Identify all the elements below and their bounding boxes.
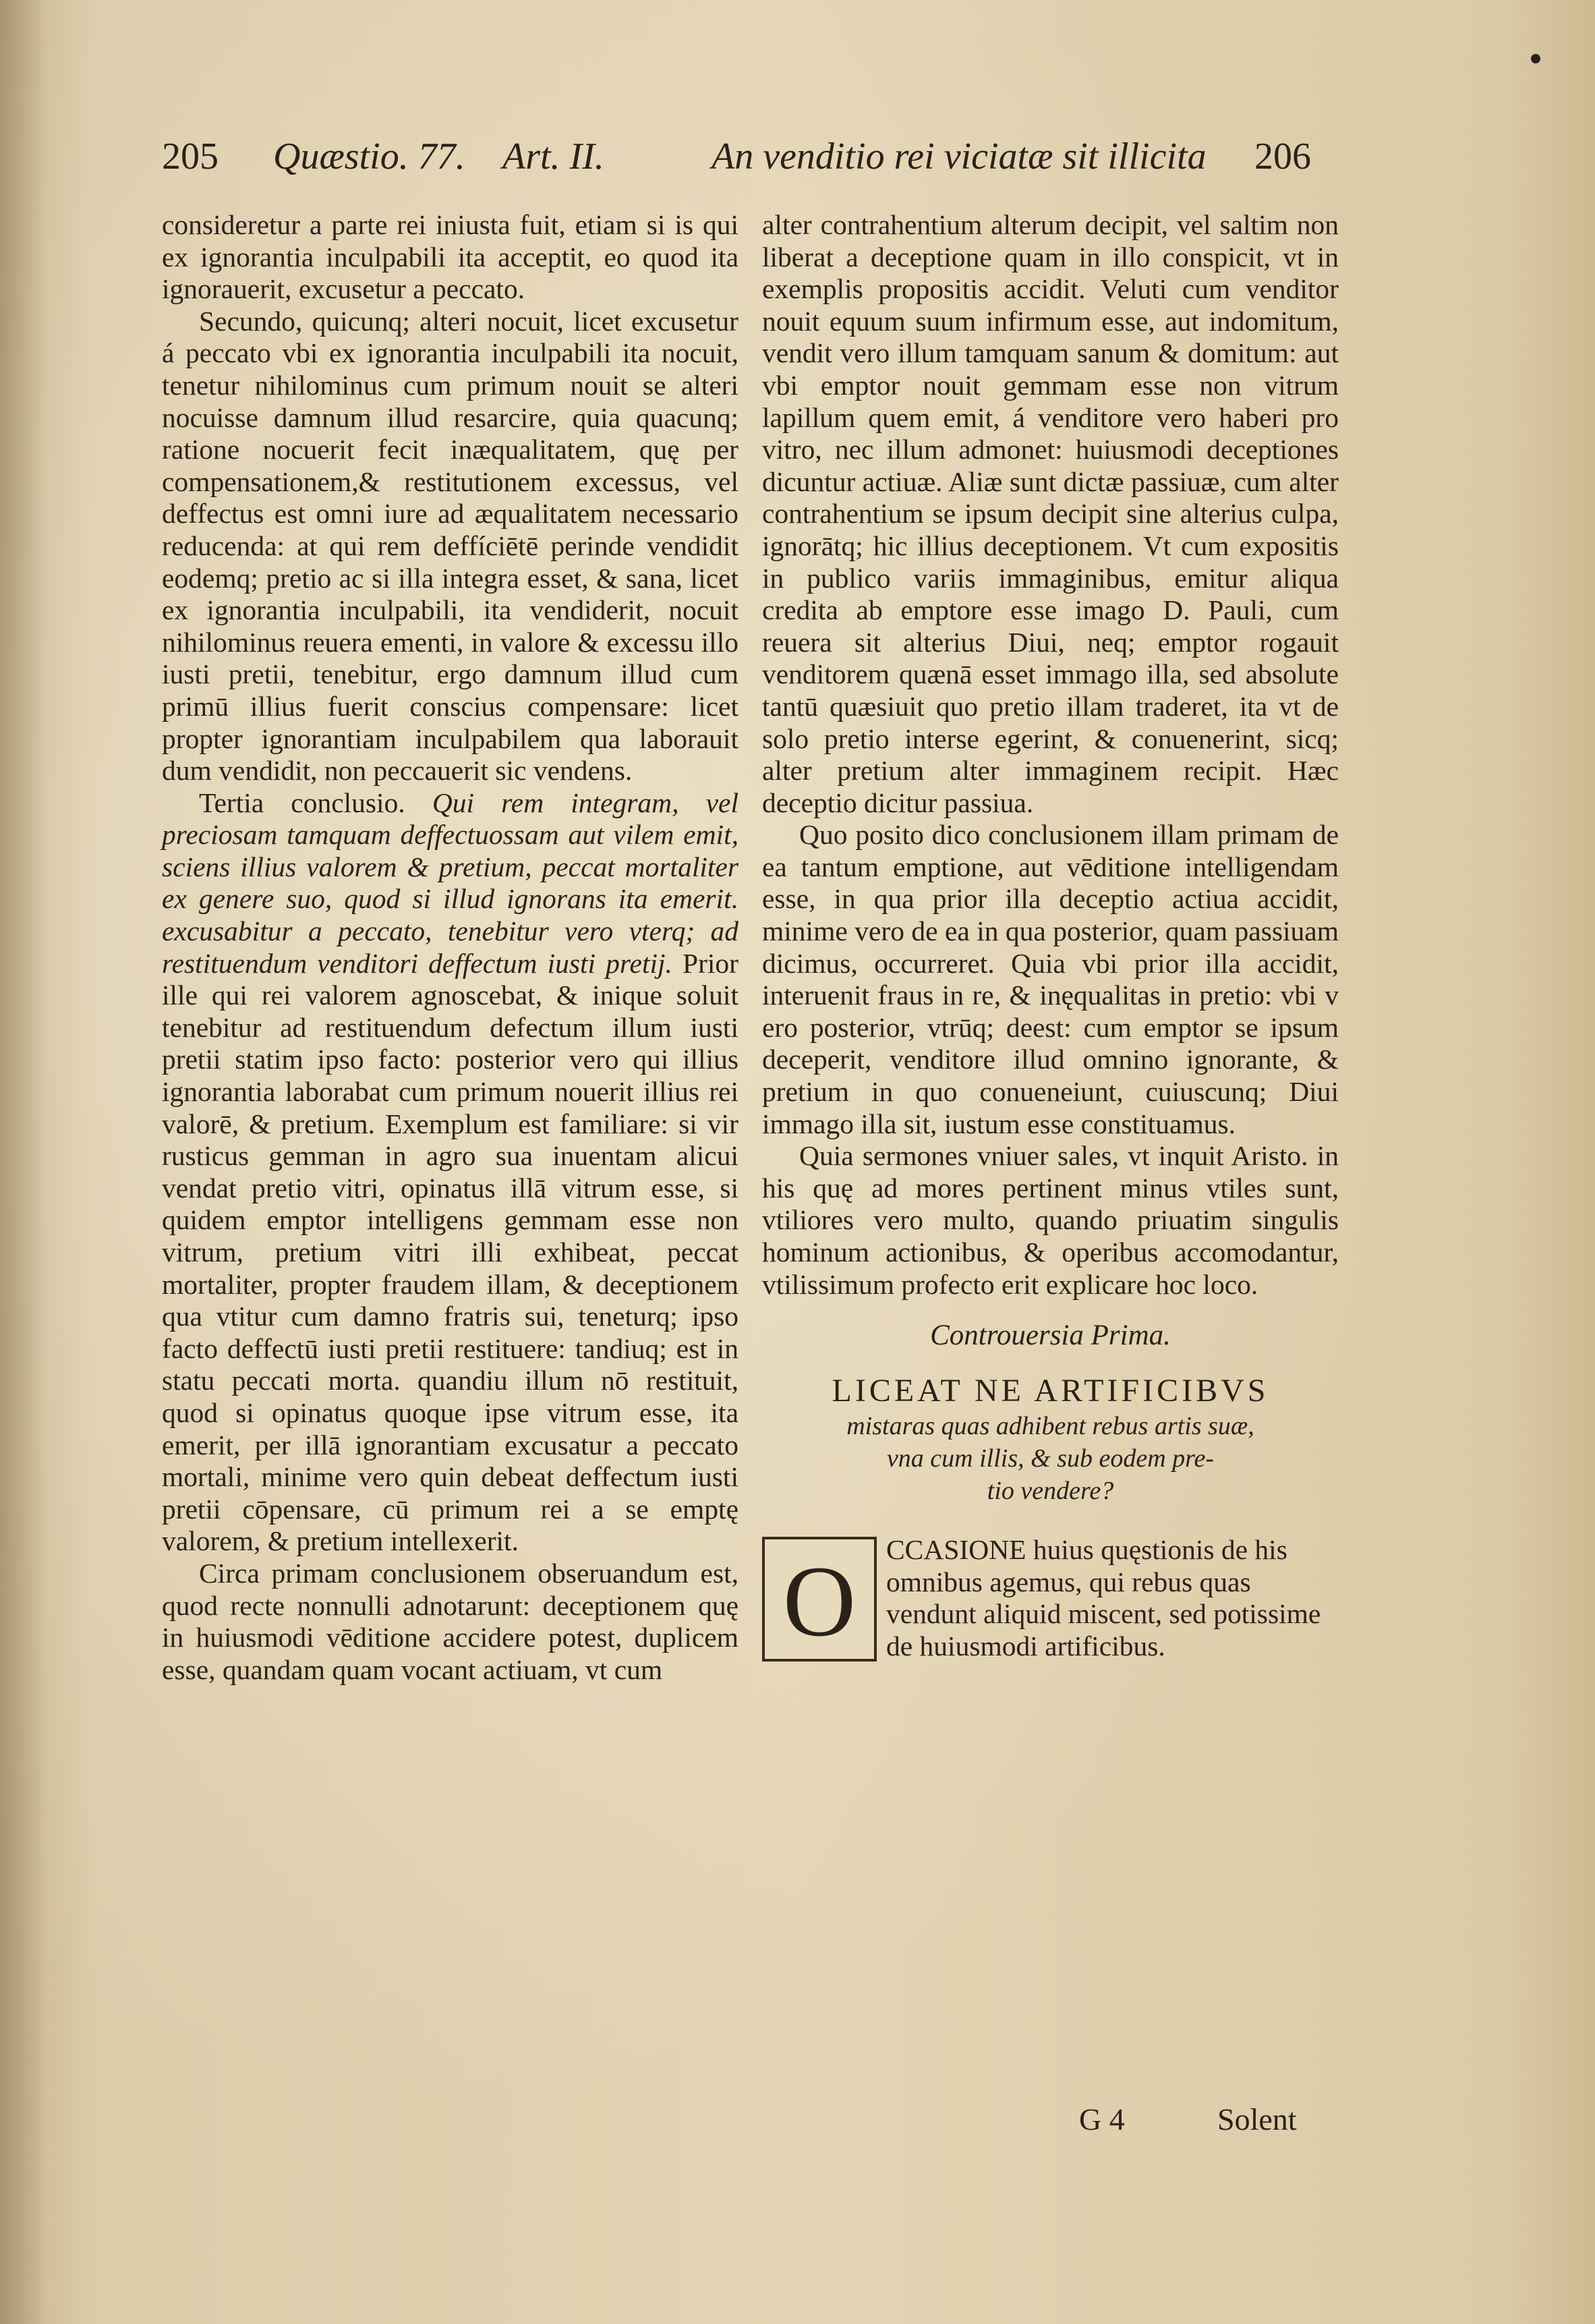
right-column xyxy=(762,209,1339,1663)
initial-letter: O xyxy=(782,1546,857,1658)
conclusio-statement: Qui rem integram, vel preciosam tamquam deffectuossam aut vilem emit, sciens illius valorem & pretium, peccat mortaliter ex genere suo, quod si illud ignorans ita emerit. excusabitur a peccato, tenebitur vero vterq; ad restituendum venditori deffectum iusti pretij. xyxy=(162,787,738,979)
question-title: LICEAT NE ARTIFICIBVS xyxy=(832,1373,1269,1409)
paragraph: alter contrahentium alterum decipit, vel saltim non liberat a deceptione quam in illo conspicit, vt in exemplis propositis accidit. Veluti cum venditor nouit equum suum infirmum esse, aut indomitum, vendit vero illum tamquam sanum & domitum: aut vbi emptor nouit gemmam esse non vitrum lapillum quem emit, á venditore vero haberi pro vitro, nec illum admonet: huiusmodi deceptiones dicuntur actiuæ. Aliæ sunt dictæ passiuæ, cum alter contrahentium se ipsum decipit sine alterius culpa, ignorātq; hic illius deceptionem. Vt cum expositis in publico variis immaginibus, emitur aliqua credita ab emptore esse imago D. Pauli, cum reuera sit alterius Diui, neq; emptor rogauit venditorem quænā esset immago illa, sed absolute tantū quæsiuit quo pretio illam traderet, ita vt de solo pretio interse egerint, & conuenerint, sicq; alter pretium alter immaginem recipit. Hæc deceptio dicitur passiua. xyxy=(762,209,1339,818)
left-column xyxy=(162,209,738,1686)
page-gutter-shadow xyxy=(0,0,47,2324)
question-subtitle-line: mistaras quas adhibent rebus artis suæ, xyxy=(846,1412,1254,1441)
catchword: Solent xyxy=(1217,2102,1297,2136)
page-number-left: 205 xyxy=(162,136,219,177)
running-header xyxy=(0,135,1595,189)
decorated-initial xyxy=(762,1537,877,1662)
paragraph: consideretur a parte rei iniusta fuit, etiam si is qui ex ignorantia inculpabili ita acceptit, eo quod ita ignorauerit, excusetur a peccato. xyxy=(162,209,738,305)
controversia-heading: Controuersia Prima. xyxy=(930,1320,1171,1352)
ink-spot xyxy=(1531,54,1540,63)
quaestio-label: Quæstio. 77. xyxy=(273,136,465,177)
paragraph: Quia sermones vniuer sales, vt inquit Aristo. in his quę ad mores pertinent minus vtiles sunt, vtiliores vero multo, quando priuatim singulis hominum actionibus, & operibus accomodantur, vtilissimum profecto erit explicare hoc loco. xyxy=(762,1140,1339,1300)
conclusio-label: Tertia conclusio. xyxy=(199,787,405,818)
signature-mark: G 4 xyxy=(1079,2102,1125,2136)
article-label: Art. II. xyxy=(502,136,604,177)
opening-text: CCASIONE huius quęstionis de his omnibus agemus, qui rebus quas vendunt aliquid miscent, sed potissime de huiusmodi artificibus. xyxy=(886,1534,1321,1662)
conclusio-explanation: Prior ille qui rei valorem agnoscebat, & inique soluit tenebitur ad restituendum defectum illum iusti pretii statim ipso facto: posterior vero qui illius ignorantia laborabat cum primum nouerit illius rei valorē, & pretium. Exemplum est familiare: si vir rusticus gemman in agro sua inuentam alicui vendat pretio vitri, opinatus illā vitrum esse, si quidem emptor intelligens gemmam esse non vitrum, pretium vitri illi exhibeat, peccat mortaliter, propter fraudem illam, & deceptionem qua vtitur cum damno fratris sui, teneturq; ipso facto deffectū iusti pretii restituere: tandiuq; est in statu peccati morta. quandiu illum nō restituit, quod si opinatus quoque ipse vitrum esse, ita emerit, per illā ignorantiam excusatur a peccato mortali, minime vero quin debeat deffectum iusti pretii cōpensare, cū primum rei a se emptę valorem, & pretium intellexerit. xyxy=(162,947,738,1557)
running-title: An venditio rei viciatæ sit illicita xyxy=(712,136,1207,177)
paragraph-conclusio xyxy=(162,787,738,1558)
paragraph: Circa primam conclusionem obseruandum est, quod recte nonnulli adnotarunt: deceptionem quę in huiusmodi vēditione accidere potest, duplicem esse, quandam quam vocant actiuam, vt cum xyxy=(162,1557,738,1685)
question-subtitle-line: vna cum illis, & sub eodem pre- xyxy=(886,1444,1215,1473)
opening-paragraph xyxy=(762,1534,1339,1662)
paragraph: Secundo, quicunq; alteri nocuit, licet excusetur á peccato vbi ex ignorantia inculpabili ita nocuit, tenetur nihilominus cum primum nouit se alteri nocuisse damnum illud resarcire, quia quacunq; ratione nocuerit fecit inæqualitatem, quę per compensationem,& restitutionem excessus, vel deffectus est omni iure ad æqualitatem necessario reducenda: at qui rem deffíciētē perinde vendidit eodemq; pretio ac si illa integra esset, & sana, licet ex ignorantia inculpabili, ita vendiderit, nocuit nihilominus reuera ementi, in valore & excessu illo iusti pretii, tenebitur, ergo damnum illud cum primū illius fuerit conscius compensare: licet propter ignorantiam inculpabilem qua laborauit dum vendidit, non peccauerit sic vendens. xyxy=(162,305,738,787)
page-number-right: 206 xyxy=(1254,136,1311,177)
question-subtitle-line: tio vendere? xyxy=(987,1477,1114,1506)
paragraph: Quo posito dico conclusionem illam primam de ea tantum emptione, aut vēditione intelligendam esse, in qua prior illa deceptio actiua accidit, minime vero de ea in qua posterior, quam passiuam dicimus, occurreret. Quia vbi prior illa accidit, interuenit fraus in re, & inęqualitas in pretio: vbi v ero posterior, vtrūq; deest: cum emptor se ipsum deceperit, venditore illud omnino ignorante, & pretium in quo conueneiunt, cuiuscunq; Diui immago illa sit, iustum esse constituamus. xyxy=(762,819,1339,1139)
